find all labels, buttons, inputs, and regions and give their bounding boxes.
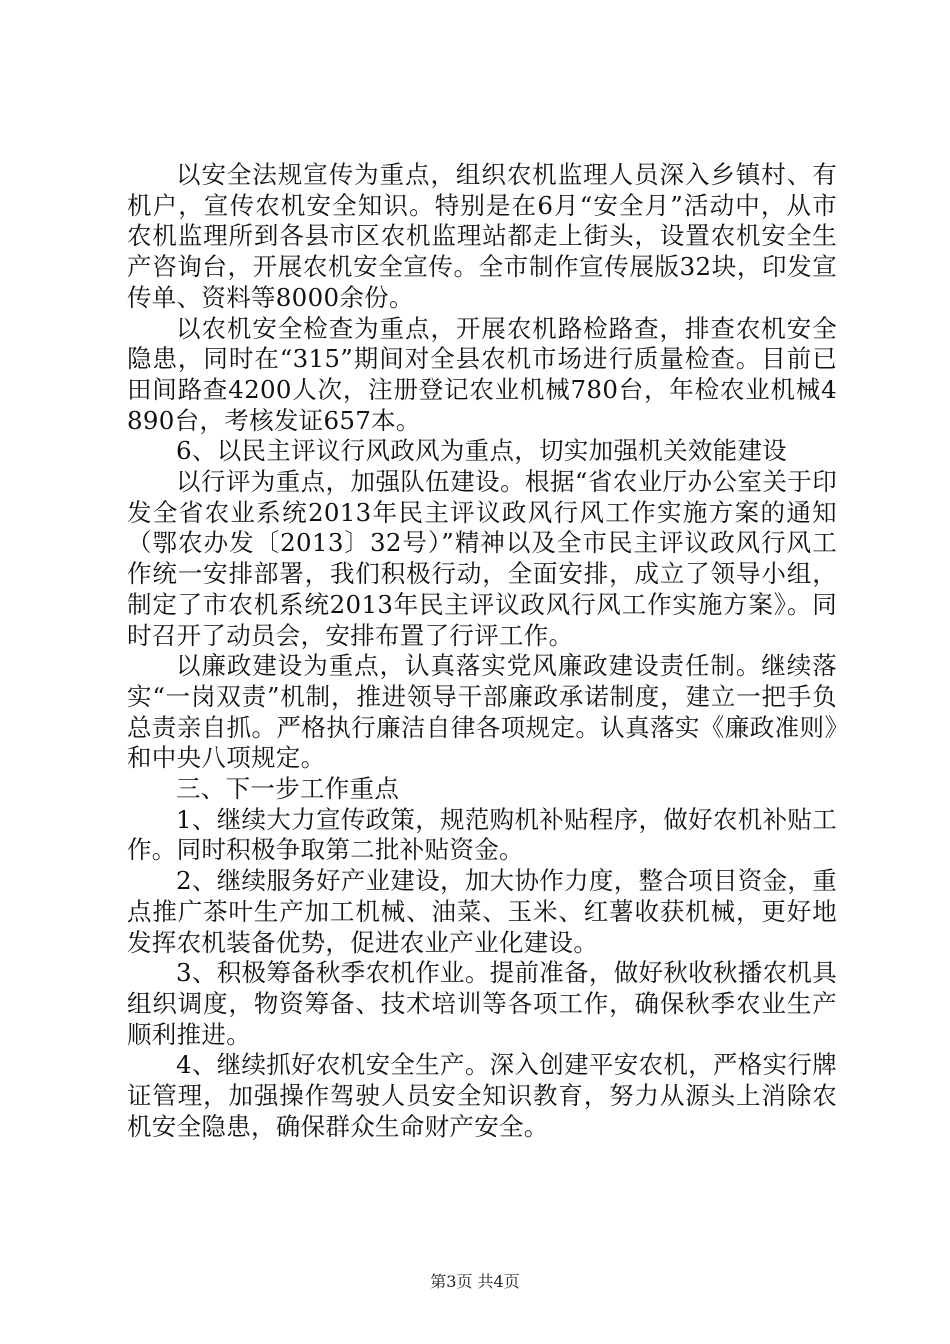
paragraph-safety-publicity: 以安全法规宣传为重点，组织农机监理人员深入乡镇村、有机户，宣传农机安全知识。特别是在6月“安全月”活动中，从市农机监理所到各县市区农机监理站都走上街头，设置农机安全生产咨询台，开展农机安全宣传。全市制作宣传展版32块，印发宣传单、资料等8000余份。 <box>127 160 837 312</box>
section-heading-next-steps: 三、下一步工作重点 <box>176 774 400 804</box>
document-body <box>127 160 837 1143</box>
paragraph-safety-inspection: 以农机安全检查为重点，开展农机路检路查，排查农机安全隐患，同时在“315”期间对全县农机市场进行质量检查。目前已田间路查4200人次，注册登记农业机械780台，年检农业机械4890台，考核发证657本。 <box>127 313 837 435</box>
paragraph-team-building: 以行评为重点，加强队伍建设。根据“省农业厅办公室关于印发全省农业系统2013年民主评议政风行风工作实施方案的通知（鄂农办发〔2013〕32号）”精神以及全市民主评议政风行风工作统一安排部署，我们积极行动，全面安排，成立了领导小组，制定了市农机系统2013年民主评议政风行风工作实施方案》。同时召开了动员会，安排布置了行评工作。 <box>127 467 837 650</box>
paragraph-integrity: 以廉政建设为重点，认真落实党风廉政建设责任制。继续落实“一岗双责”机制，推进领导干部廉政承诺制度，建立一把手负总责亲自抓。严格执行廉洁自律各项规定。认真落实《廉政准则》和中央八项规定。 <box>127 651 837 773</box>
section-heading-6: 6、以民主评议行风政风为重点，切实加强机关效能建设 <box>176 436 788 466</box>
list-item-3: 3、积极筹备秋季农机作业。提前准备，做好秋收秋播农机具组织调度，物资筹备、技术培训等各项工作，确保秋季农业生产顺利推进。 <box>127 958 837 1049</box>
page-number-footer: 第3页 共4页 <box>430 1272 520 1291</box>
list-item-2: 2、继续服务好产业建设，加大协作力度，整合项目资金，重点推广茶叶生产加工机械、油菜、玉米、红薯收获机械，更好地发挥农机装备优势，促进农业产业化建设。 <box>127 866 837 957</box>
list-item-1: 1、继续大力宣传政策，规范购机补贴程序，做好农机补贴工作。同时积极争取第二批补贴资金。 <box>127 804 837 865</box>
list-item-4: 4、继续抓好农机安全生产。深入创建平安农机，严格实行牌证管理，加强操作驾驶人员安全知识教育，努力从源头上消除农机安全隐患，确保群众生命财产安全。 <box>127 1050 837 1141</box>
